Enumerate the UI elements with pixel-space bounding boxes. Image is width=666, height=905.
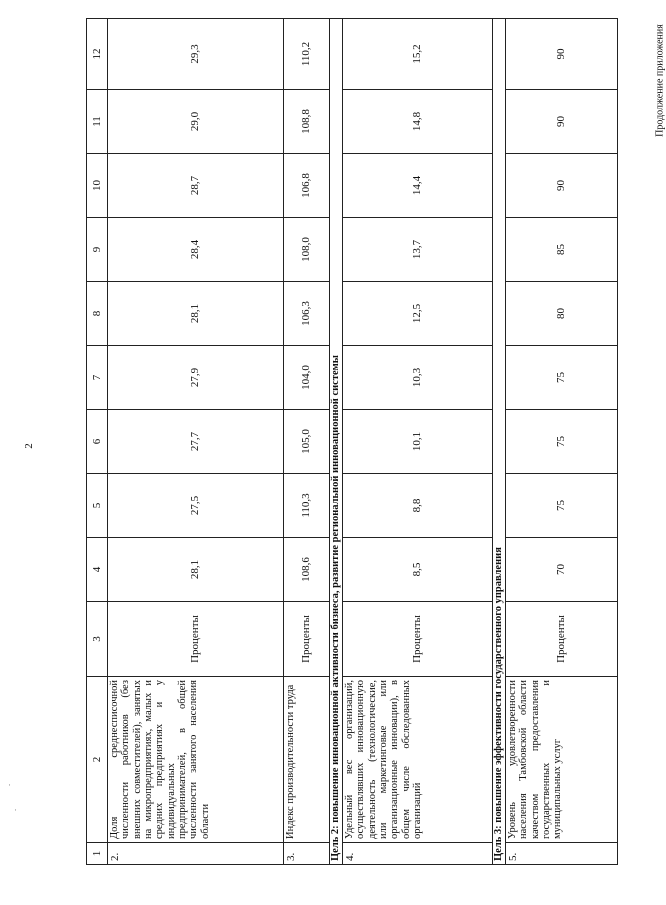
value-cell: 75 [506,346,618,410]
value-cell: 108,0 [284,218,330,282]
column-header: 3 [87,602,108,677]
value-cell: 27,7 [108,410,284,474]
column-header: 7 [87,346,108,410]
value-cell: 108,8 [284,90,330,154]
goal-row [330,19,343,865]
value-cell: 90 [506,19,618,90]
value-cell: 28,1 [108,282,284,346]
unit-cell: Проценты [284,602,330,677]
column-header: 6 [87,410,108,474]
column-header: 8 [87,282,108,346]
column-header: 12 [87,19,108,90]
value-cell: 80 [506,282,618,346]
value-cell: 70 [506,538,618,602]
value-cell: 75 [506,474,618,538]
column-header: 5 [87,474,108,538]
column-header: 1 [87,843,108,865]
column-header: 11 [87,90,108,154]
value-cell: 29,3 [108,19,284,90]
value-cell: 27,5 [108,474,284,538]
page-number: 2 [22,443,35,449]
indicator-name: Уровень удовлетворенности населения Тамбовской области качеством предоставления государственных и муниципальных услуг [506,677,618,843]
table-row [284,19,330,865]
value-cell: 10,1 [343,410,493,474]
value-cell: 90 [506,90,618,154]
column-number-row [87,19,108,865]
table-row [343,19,493,865]
value-cell: 106,3 [284,282,330,346]
goal-heading: Цель 2: повышение инновационной активности бизнеса, развитие региональной инновационной системы [330,19,343,865]
scan-speck: · [8,780,11,790]
value-cell: 8,8 [343,474,493,538]
row-number: 3. [284,843,330,865]
value-cell: 14,4 [343,154,493,218]
row-number: 2. [108,843,284,865]
value-cell: 28,1 [108,538,284,602]
indicators-table [86,18,618,865]
value-cell: 110,2 [284,19,330,90]
value-cell: 106,8 [284,154,330,218]
row-number: 4. [343,843,493,865]
value-cell: 8,5 [343,538,493,602]
scan-speck: · [14,805,17,815]
table-row [506,19,618,865]
row-number: 5. [506,843,618,865]
value-cell: 15,2 [343,19,493,90]
value-cell: 75 [506,410,618,474]
column-header: 2 [87,677,108,843]
value-cell: 28,7 [108,154,284,218]
unit-cell: Проценты [343,602,493,677]
table-row [108,19,284,865]
indicator-name: Индекс производительности труда [284,677,330,843]
unit-cell: Проценты [506,602,618,677]
value-cell: 13,7 [343,218,493,282]
value-cell: 10,3 [343,346,493,410]
value-cell: 29,0 [108,90,284,154]
indicator-name: Доля среднесписочной численности работников (без внешних совместителей), занятых на микропредприятиях, малых и средних предприятиях и у индивидуальных предпринимателей, в общей численности занятого населения области [108,677,284,843]
value-cell: 90 [506,154,618,218]
column-header: 10 [87,154,108,218]
value-cell: 14,8 [343,90,493,154]
goal-heading: Цель 3: повышение эффективности государственного управления [493,19,506,865]
value-cell: 28,4 [108,218,284,282]
column-header: 9 [87,218,108,282]
value-cell: 85 [506,218,618,282]
value-cell: 110,3 [284,474,330,538]
value-cell: 104,0 [284,346,330,410]
unit-cell: Проценты [108,602,284,677]
value-cell: 105,0 [284,410,330,474]
value-cell: 108,6 [284,538,330,602]
rotated-table-container [86,20,606,865]
continuation-label: Продолжение приложения [654,24,666,137]
column-header: 4 [87,538,108,602]
indicator-name: Удельный вес организаций, осуществлявших инновационную деятельность (технологические, или маркетинговые или организационные инновации), в общем числе обследованных организаций [343,677,493,843]
value-cell: 27,9 [108,346,284,410]
goal-row [493,19,506,865]
value-cell: 12,5 [343,282,493,346]
